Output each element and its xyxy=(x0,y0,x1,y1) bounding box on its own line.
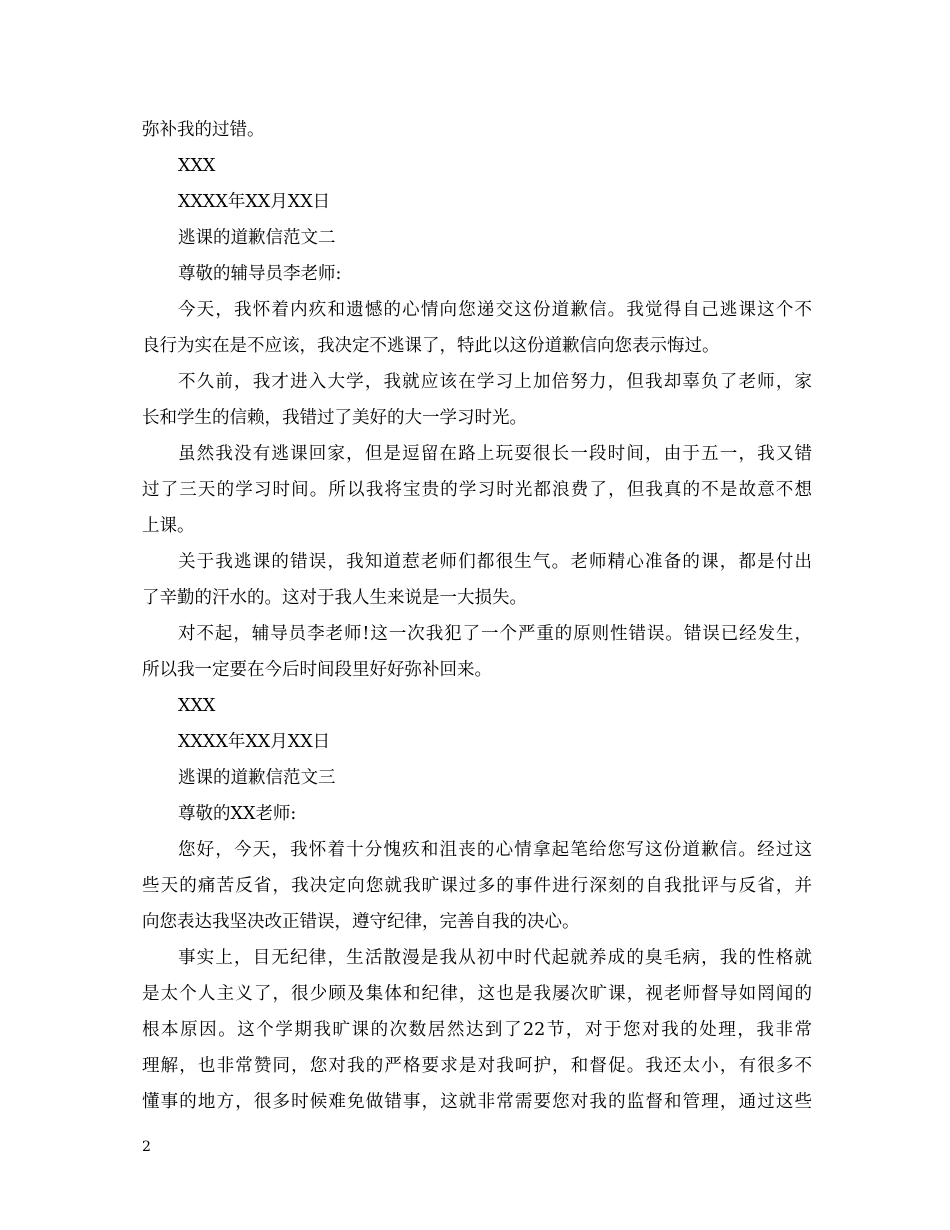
paragraph-line: 根本原因。这个学期我旷课的次数居然达到了22节，对于您对我的处理，我非常 xyxy=(142,1020,812,1040)
paragraph-line: 过了三天的学习时间。所以我将宝贵的学习时光都浪费了，但我真的不是故意不想 xyxy=(142,480,812,500)
paragraph-line: 上课。 xyxy=(142,516,195,536)
section-heading: 逃课的道歉信范文三 xyxy=(178,768,336,788)
section-heading: 逃课的道歉信范文二 xyxy=(178,228,336,248)
paragraph-line: 今天，我怀着内疚和遗憾的心情向您递交这份道歉信。我觉得自己逃课这个不 xyxy=(178,300,812,320)
paragraph-line: 虽然我没有逃课回家，但是逗留在路上玩耍很长一段时间，由于五一，我又错 xyxy=(178,444,812,464)
paragraph-line: 懂事的地方，很多时候难免做错事，这就非常需要您对我的监督和管理，通过这些 xyxy=(142,1092,812,1112)
document-body xyxy=(142,112,812,1120)
signature-name: XXX xyxy=(178,696,216,716)
paragraph-line: 理解，也非常赞同，您对我的严格要求是对我呵护，和督促。我还太小，有很多不 xyxy=(142,1056,812,1076)
page-number: 2 xyxy=(142,1139,151,1155)
paragraph-line: 良行为实在是不应该，我决定不逃课了，特此以这份道歉信向您表示悔过。 xyxy=(142,336,720,356)
paragraph-line: 事实上，目无纪律，生活散漫是我从初中时代起就养成的臭毛病，我的性格就 xyxy=(178,948,812,968)
paragraph-line: 不久前，我才进入大学，我就应该在学习上加倍努力，但我却辜负了老师，家 xyxy=(178,372,812,392)
paragraph-line: 所以我一定要在今后时间段里好好弥补回来。 xyxy=(142,660,492,680)
salutation: 尊敬的辅导员李老师: xyxy=(178,264,342,284)
paragraph-line: 您好，今天，我怀着十分愧疚和沮丧的心情拿起笔给您写这份道歉信。经过这 xyxy=(178,840,812,860)
paragraph-line: 关于我逃课的错误，我知道惹老师们都很生气。老师精心准备的课，都是付出 xyxy=(178,552,812,572)
paragraph-line: 长和学生的信赖，我错过了美好的大一学习时光。 xyxy=(142,408,527,428)
paragraph-line: 了辛勤的汗水的。这对于我人生来说是一大损失。 xyxy=(142,588,527,608)
paragraph-line: 些天的痛苦反省，我决定向您就我旷课过多的事件进行深刻的自我批评与反省，并 xyxy=(142,876,812,896)
signature-date: XXXX年XX月XX日 xyxy=(178,192,331,212)
paragraph-line: 是太个人主义了，很少顾及集体和纪律，这也是我屡次旷课，视老师督导如罔闻的 xyxy=(142,984,812,1004)
salutation: 尊敬的XX老师: xyxy=(178,804,297,824)
text-line: 弥补我的过错。 xyxy=(142,120,265,140)
signature-name: XXX xyxy=(178,156,216,176)
paragraph-line: 向您表达我坚决改正错误，遵守纪律，完善自我的决心。 xyxy=(142,912,580,932)
signature-date: XXXX年XX月XX日 xyxy=(178,732,331,752)
paragraph-line: 对不起，辅导员李老师!这一次我犯了一个严重的原则性错误。错误已经发生， xyxy=(178,624,812,644)
